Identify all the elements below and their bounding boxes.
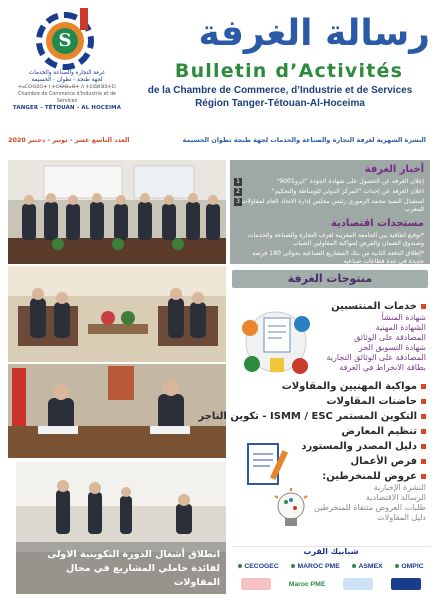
product-sub-item[interactable]: المصادقة على الوثائق التجارية: [326, 353, 426, 362]
product-training[interactable]: [198, 410, 426, 423]
chamber-logo: [8, 8, 126, 112]
partner-logo-icon[interactable]: [241, 578, 271, 590]
news-item[interactable]: [236, 178, 424, 186]
bullet-icon: [421, 474, 426, 479]
partners-heading: شبابيك القرب: [303, 547, 359, 556]
product-business-opportunities[interactable]: [350, 455, 426, 468]
product-sub-item[interactable]: بطاقة الانخراط في الغرفة: [339, 363, 426, 372]
product-sub-item[interactable]: الرسالة الاقتصادية: [366, 493, 426, 502]
news-number-badge: 2: [234, 188, 242, 196]
logo-text-fr: Chambre de Commerce d'Industrie et de Services: [18, 92, 116, 104]
news-item[interactable]: [236, 198, 424, 214]
product-exporter-guide[interactable]: [301, 440, 426, 453]
news-item-text: استقبال السيد محمد الزموري رئيس مجلس إدارة الاتحاد العام لمقاولات المغرب: [241, 198, 424, 213]
product-member-offers[interactable]: [314, 470, 426, 523]
product-sub-item[interactable]: الشهادة المهنية: [375, 323, 426, 332]
bullet-icon: [421, 384, 426, 389]
product-label: حاضنات المقاولات: [326, 396, 417, 407]
bullet-icon: [421, 429, 426, 434]
photo-caption-training: انطلاق أشغال الدورة التكوينية الاولى لفائدة حاملي المشاريع في مجال المقاولات: [16, 542, 226, 594]
services-illustration-icon: [236, 298, 314, 386]
partner-maroc-pme[interactable]: MAROC PME: [291, 563, 339, 570]
product-label: مواكبة المهنيين والمقاولات: [281, 381, 417, 392]
product-sub-item[interactable]: طلبات العروض منتقاة للمنخرطين: [314, 503, 426, 512]
news-item-text: إعلان الغرفة عن الحصول على شهادة الجودة "ايزو9001": [276, 178, 424, 185]
subtitle-line-2: Région Tanger-Tétouan-Al-Hoceima: [195, 98, 365, 109]
products-heading: منتوجات الغرفة: [232, 270, 428, 288]
partner-asmex[interactable]: ASMEX: [352, 563, 382, 570]
logo-text-cities: TANGER - TÉTOUAN - AL HOCEIMA: [12, 105, 122, 111]
product-label: فرص الأعمال: [350, 456, 417, 467]
product-incubators[interactable]: [326, 395, 426, 408]
partners-row: [232, 557, 430, 575]
economic-news-item[interactable]: *توقيع اتفاقية بين الجامعة المغربية لغرف التجارة والصناعة والخدمات وصندوق الضمان والقرض لمواكبة المقاولين الشباب: [247, 232, 424, 247]
issue-info-bar: [8, 134, 426, 146]
product-label: عروض للمنخرطين:: [322, 471, 417, 482]
bullet-icon: [421, 444, 426, 449]
chamber-emblem-icon: S: [36, 8, 98, 70]
news-number-badge: 3: [234, 198, 242, 206]
product-label: دليل المصدر والمستورد: [301, 441, 417, 452]
product-sub-item[interactable]: شهادة التسويق الحر: [358, 343, 426, 352]
bullet-icon: [421, 459, 426, 464]
bullet-icon: [421, 304, 426, 309]
news-number-badge: 1: [234, 178, 242, 186]
news-item-text: اعلان الغرفة عن إحداث "المركز الدولي للوساطة والتحكيم": [271, 188, 424, 195]
product-label: خدمات المنتسبين: [331, 301, 417, 312]
product-member-services[interactable]: [327, 300, 426, 373]
logo-text-amazigh: ⵜⴰⵎⵙⵙⵓⵔⵜ ⵏ ⵜⵙⴱⴱⴰⴱⵜ ⴷ ⵜⵉⵏⵓⵍⴼⵓⵜⵉⵏ: [18, 85, 116, 90]
product-sub-item[interactable]: النشرة الإخبارية: [373, 483, 426, 492]
chamber-news-panel: [230, 160, 430, 264]
photo-meeting-sofa: [8, 266, 226, 362]
proximity-partners: [232, 546, 430, 598]
bulletin-title-fr: Bulletin d’Activités: [174, 60, 404, 82]
partner-dot-icon: [352, 564, 356, 568]
news-item[interactable]: [236, 188, 424, 196]
chamber-products-list: [198, 292, 430, 542]
lightbulb-icon: [272, 488, 310, 534]
bullet-icon: [421, 414, 426, 419]
product-sub-item[interactable]: دليل المقاولات: [377, 513, 426, 522]
document-illustration-icon: [242, 440, 298, 488]
partner-ompic[interactable]: OMPIC: [395, 563, 423, 570]
photo-conference-panel: [8, 160, 226, 264]
bulletin-subtitle: [130, 84, 430, 110]
news-heading: أخبار الغرفة: [364, 164, 424, 175]
partner-logo-icon[interactable]: [343, 578, 373, 590]
product-sub-item[interactable]: المصادقة على الوثائق: [354, 333, 426, 342]
partners-logo-row: [232, 575, 430, 593]
bullet-icon: [421, 399, 426, 404]
partner-logo-icon[interactable]: [391, 578, 421, 590]
partner-dot-icon: [238, 564, 242, 568]
bulletin-tagline: النشرة الشهرية لغرفة التجارة والصناعة والخدمات لجهة طنجة تطوان الحسيمة: [182, 136, 426, 144]
issue-number: العدد التاسع عشر - نونبر - دجنبر 2020: [8, 136, 130, 144]
partner-dot-icon: [395, 564, 399, 568]
photo-signing-ceremony: [8, 364, 226, 458]
bulletin-title-ar: رسالة الغرفة: [198, 13, 430, 54]
product-label: التكوين المستمر ISMM / ESC - تكوين التاجر: [198, 411, 417, 422]
product-label: تنظيم المعارض: [341, 426, 417, 437]
partner-dot-icon: [291, 564, 295, 568]
economic-news-item[interactable]: *إطلاق الدفعة الثانية من بنك المشاريع الصناعية بحوالي 180 فرصة جديدة في عدة قطاعات صناعية: [252, 250, 424, 265]
partner-maroc-pme-logo[interactable]: Maroc PME: [288, 580, 326, 588]
product-exhibitions[interactable]: [342, 425, 426, 438]
product-support[interactable]: [282, 380, 426, 393]
economic-news-heading: مستجدات اقتصادية: [330, 218, 424, 229]
partner-cecogec[interactable]: CECOGEC: [238, 563, 278, 570]
masthead: [0, 0, 434, 146]
logo-text-ar-1: غرفة التجارة والصناعة والخدمات: [29, 70, 105, 76]
photo-training-session: [16, 462, 226, 594]
product-sub-item[interactable]: شهادة المنشأ: [381, 313, 426, 322]
subtitle-line-1: de la Chambre de Commerce, d’Industrie et de Services: [147, 85, 413, 96]
logo-text-ar-2: لجهة طنجة - تطوان - الحسيمة: [31, 77, 103, 83]
